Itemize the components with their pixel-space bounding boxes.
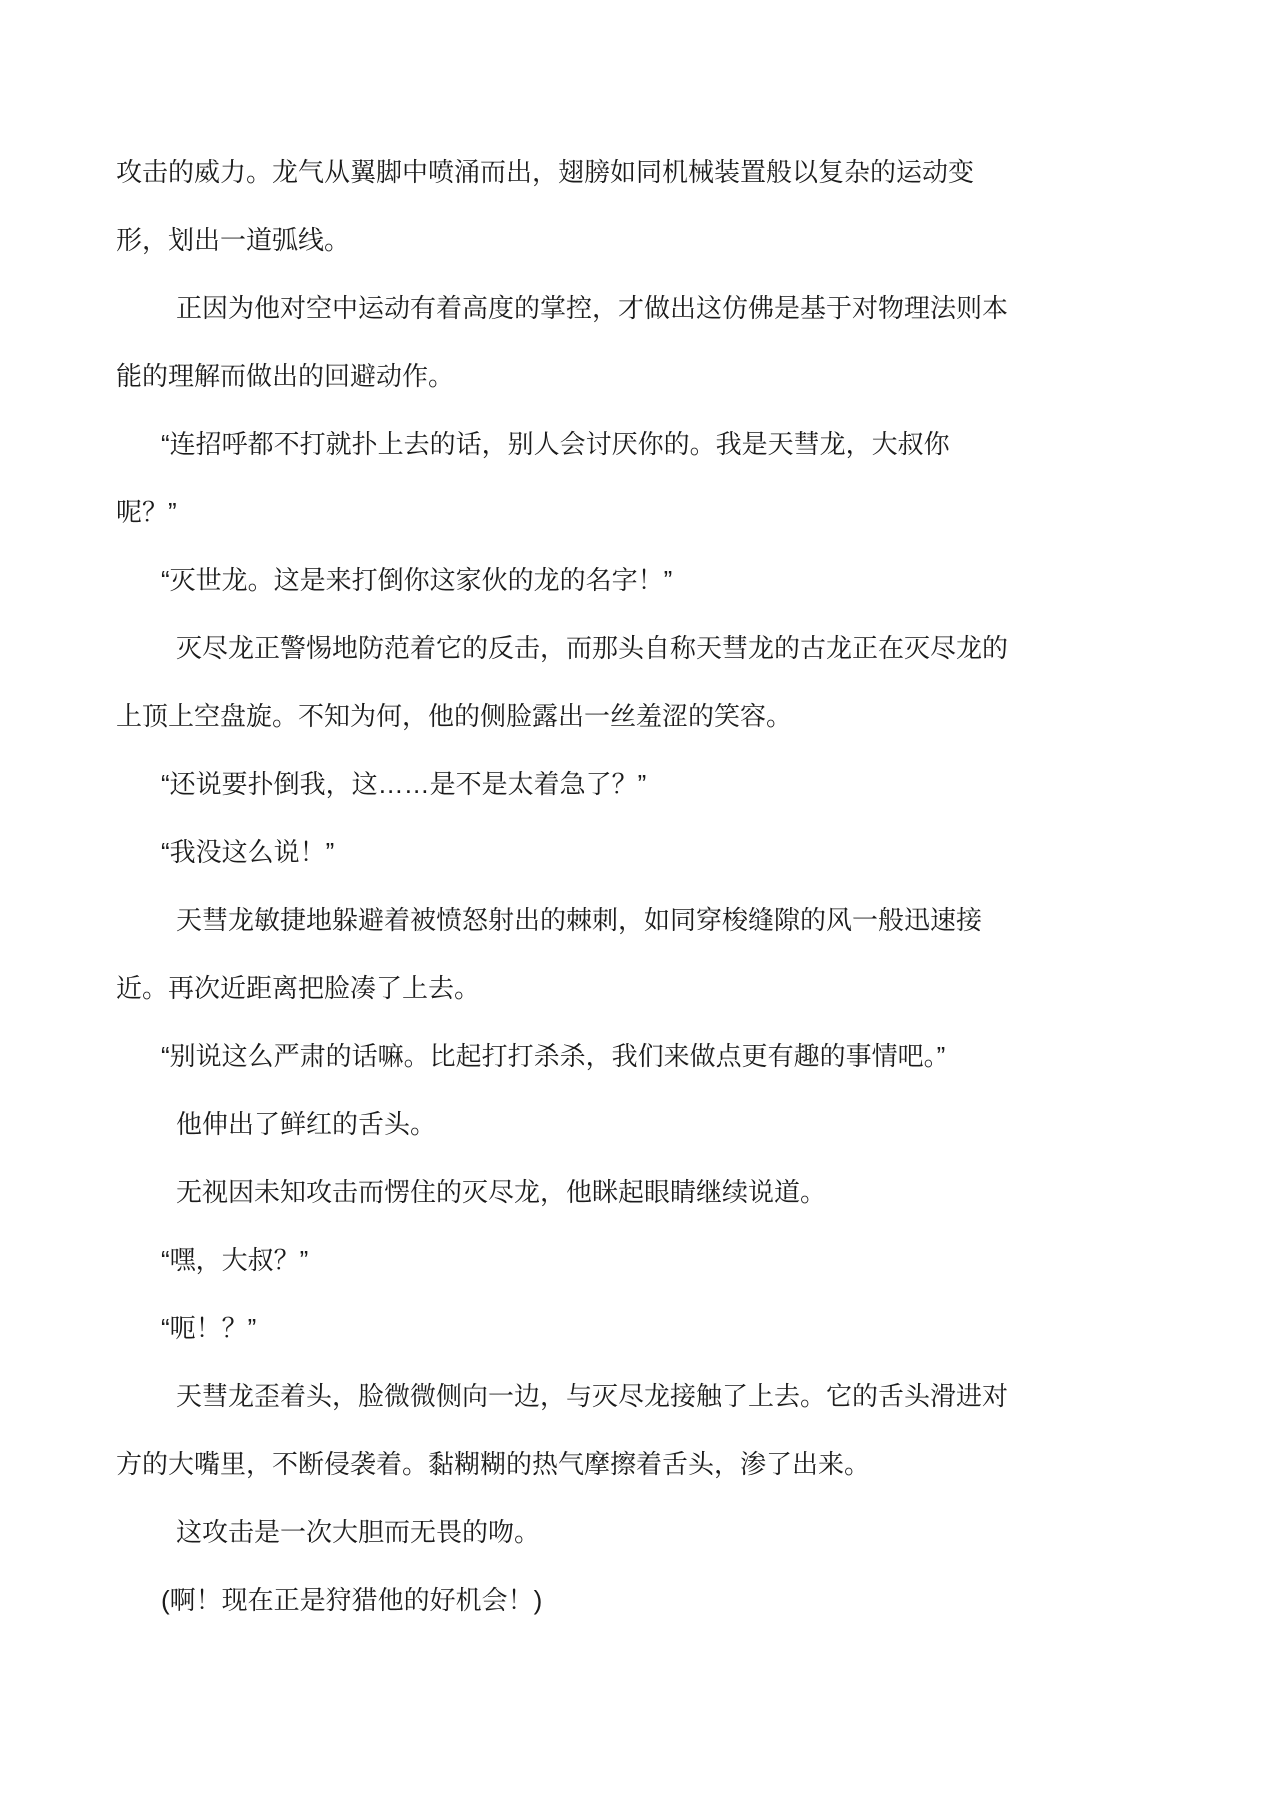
text-line: (啊！现在正是狩猎他的好机会！)	[161, 1585, 543, 1615]
text-line: 方的大嘴里，不断侵袭着。黏糊糊的热气摩擦着舌头，渗了出来。	[116, 1449, 871, 1479]
text-line: 正因为他对空中运动有着高度的掌控，才做出这仿佛是基于对物理法则本	[176, 293, 1009, 323]
text-line: 上顶上空盘旋。不知为何，他的侧脸露出一丝羞涩的笑容。	[116, 701, 793, 731]
text-line: “嘿，大叔？”	[161, 1245, 309, 1275]
text-line: “灭世龙。这是来打倒你这家伙的龙的名字！”	[161, 565, 673, 595]
text-line: “别说这么严肃的话嘛。比起打打杀杀，我们来做点更有趣的事情吧。”	[161, 1041, 946, 1071]
text-line: 天彗龙歪着头，脸微微侧向一边，与灭尽龙接触了上去。它的舌头滑进对	[176, 1381, 1009, 1411]
text-line: 灭尽龙正警惕地防范着它的反击，而那头自称天彗龙的古龙正在灭尽龙的	[176, 633, 1009, 663]
text-line: “呃！？”	[161, 1313, 257, 1343]
text-line: 形，划出一道弧线。	[116, 225, 351, 255]
text-line: 攻击的威力。龙气从翼脚中喷涌而出，翅膀如同机械装置般以复杂的运动变	[116, 157, 975, 187]
text-line: “还说要扑倒我，这……是不是太着急了？”	[161, 769, 647, 799]
text-line: 天彗龙敏捷地躲避着被愤怒射出的棘刺，如同穿梭缝隙的风一般迅速接	[176, 905, 983, 935]
text-line: 这攻击是一次大胆而无畏的吻。	[176, 1517, 541, 1547]
text-line: 能的理解而做出的回避动作。	[116, 361, 455, 391]
text-line: “我没这么说！”	[161, 837, 335, 867]
text-line: “连招呼都不打就扑上去的话，别人会讨厌你的。我是天彗龙，大叔你	[161, 429, 950, 459]
text-line: 呢？”	[116, 497, 177, 527]
text-line: 近。再次近距离把脸凑了上去。	[116, 973, 481, 1003]
text-line: 他伸出了鲜红的舌头。	[176, 1109, 437, 1139]
text-line: 无视因未知攻击而愣住的灭尽龙，他眯起眼睛继续说道。	[176, 1177, 827, 1207]
text-block	[116, 138, 1016, 1634]
